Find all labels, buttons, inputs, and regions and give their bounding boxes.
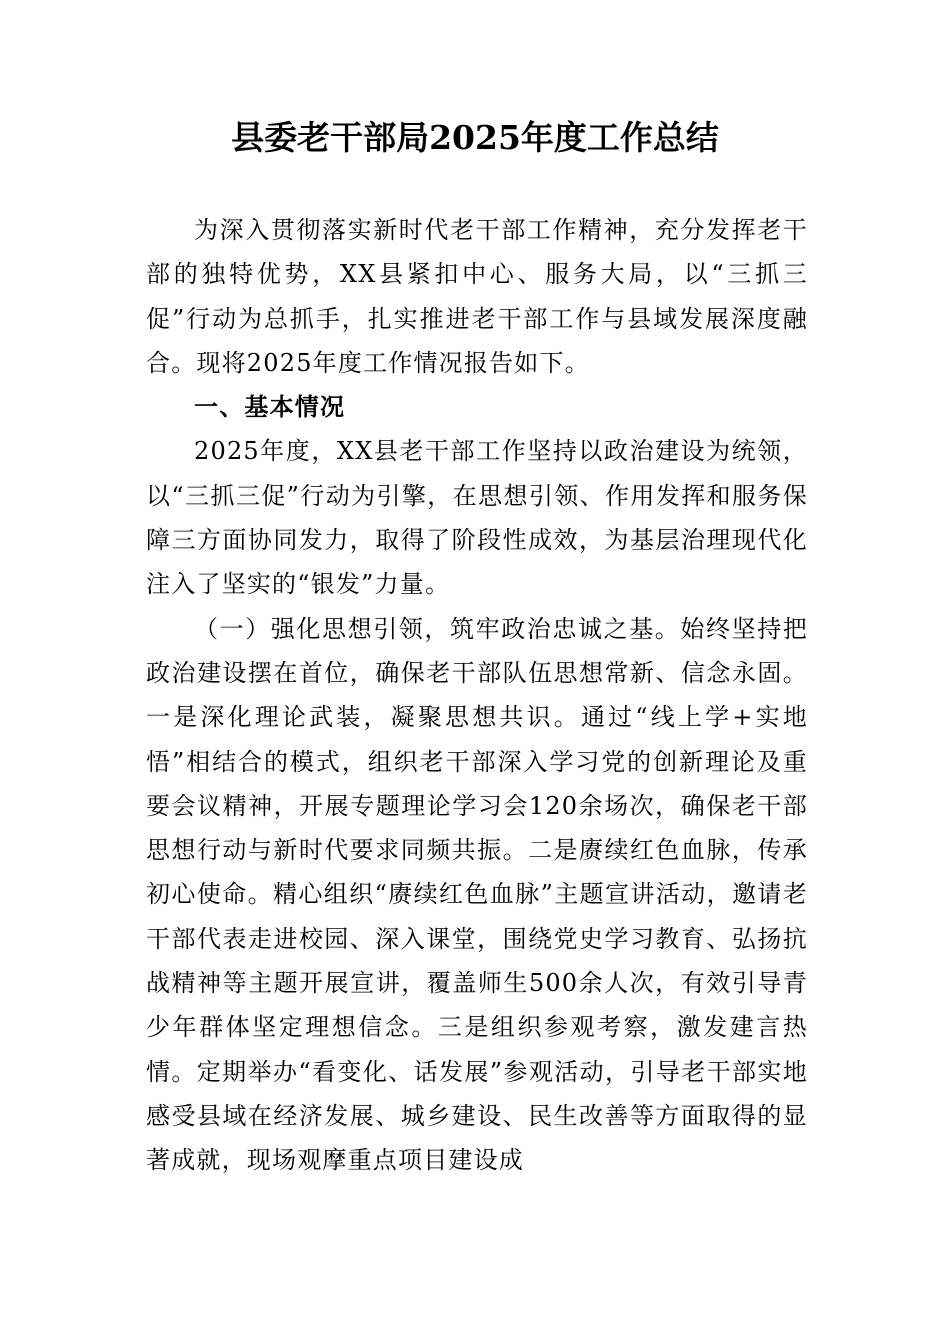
intro-paragraph: 为深入贯彻落实新时代老干部工作精神，充分发挥老干部的独特优势，XX县紧扣中心、服务大局，以“三抓三促”行动为总抓手，扎实推进老干部工作与县域发展深度融合。现将2025年度工作情况报告如下。 xyxy=(146,216,808,377)
subsection-heading-ideological-guidance: （一）强化思想引领，筑牢政治忠诚之基。 xyxy=(194,614,681,643)
document-body xyxy=(146,208,808,1183)
subsection-text-ideological-guidance: 始终坚持把政治建设摆在首位，确保老干部队伍思想常新、信念永固。一是深化理论武装，凝聚思想共识。通过“线上学+实地悟”相结合的模式，组织老干部深入学习党的创新理论及重要会议精神，开展专题理论学习会120余场次，确保老干部思想行动与新时代要求同频共振。二是赓续红色血脉，传承初心使命。精心组织“赓续红色血脉”主题宣讲活动，邀请老干部代表走进校园、深入课堂，围绕党史学习教育、弘扬抗战精神等主题开展宣讲，覆盖师生500余人次，有效引导青少年群体坚定理想信念。三是组织参观考察，激发建言热情。定期举办“看变化、话发展”参观活动，引导老干部实地感受县域在经济发展、城乡建设、民生改善等方面取得的显著成就，现场观摩重点项目建设成 xyxy=(146,614,808,1175)
subsection-paragraph-ideological-guidance xyxy=(146,607,808,1183)
basic-situation-paragraph: 2025年度，XX县老干部工作坚持以政治建设为统领，以“三抓三促”行动为引擎，在思想引领、作用发挥和服务保障三方面协同发力，取得了阶段性成效，为基层治理现代化注入了坚实的“银发”力量。 xyxy=(146,437,808,599)
document-title: 县委老干部局2025年度工作总结 xyxy=(231,118,719,157)
section-heading-basic-situation: 一、基本情况 xyxy=(194,392,346,422)
